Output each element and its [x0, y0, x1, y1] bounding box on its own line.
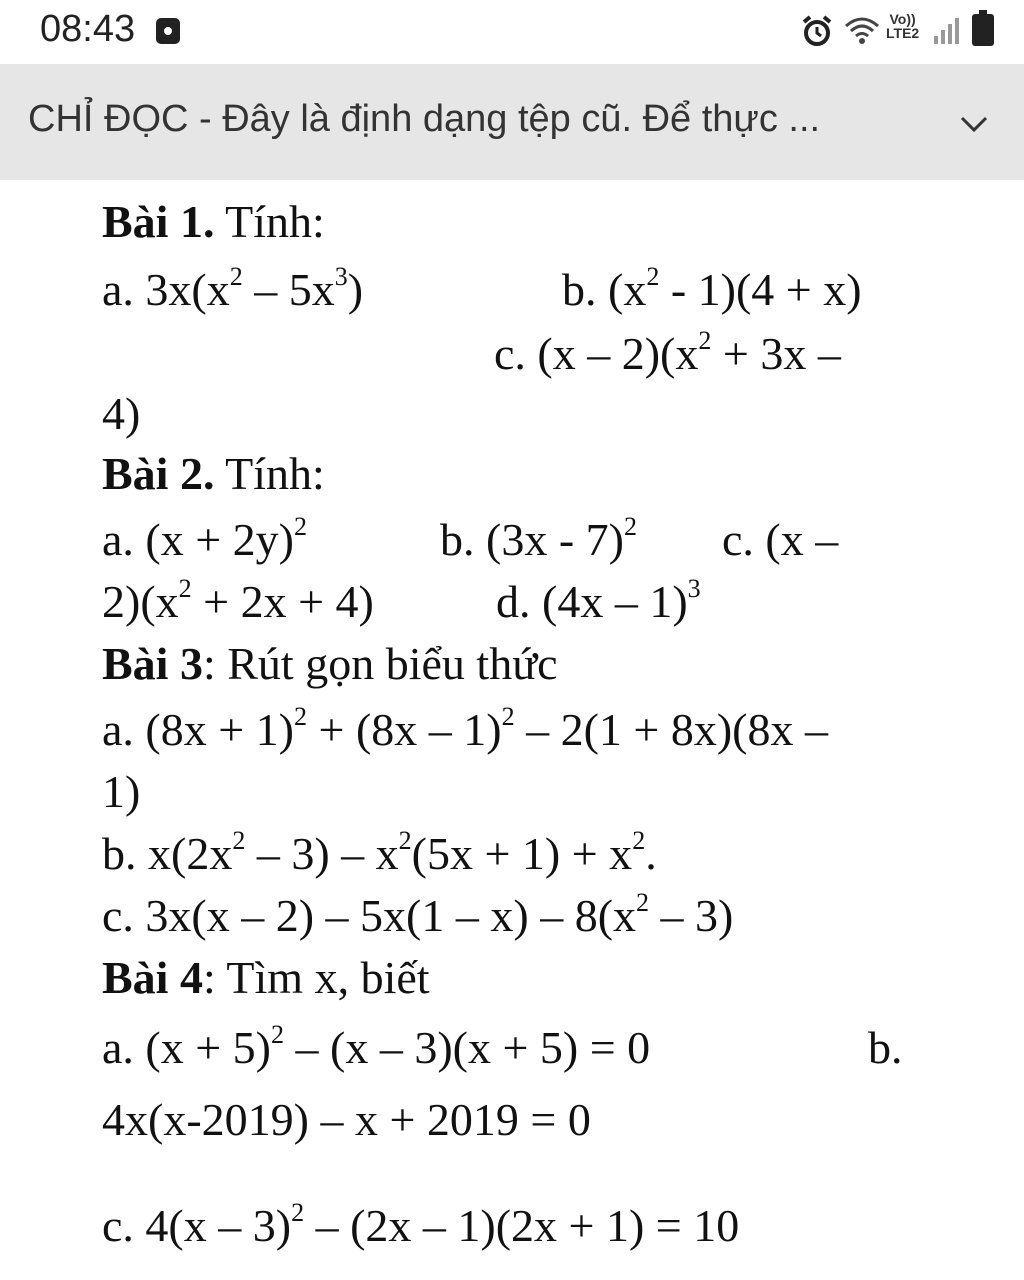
- exercise-1c-continued: 4): [102, 388, 141, 439]
- exercise-4b-continued: 4x(x-2019) – x + 2019 = 0: [102, 1094, 591, 1145]
- read-only-banner[interactable]: [0, 64, 1024, 180]
- banner-text: CHỈ ĐỌC - Đây là định dạng tệp cũ. Để thực ...: [28, 98, 821, 140]
- notification-icon: [156, 18, 180, 44]
- chevron-down-icon[interactable]: [954, 104, 994, 144]
- heading-bai-3: Bài 3: Rút gọn biểu thức: [102, 638, 558, 689]
- exercise-1a: a. $3x(x^2 - 5x^3)$: [102, 262, 364, 315]
- document-body: [0, 180, 1024, 1280]
- exercise-2c-continued: $2)(x^2 + 2x + 4)$: [102, 574, 374, 627]
- exercise-2d: d. (4x – 1)$^3$: [496, 574, 701, 627]
- heading-bai-2: Bài 2. Tính:: [102, 448, 325, 499]
- exercise-2b: b. (3x - 7)$^2$: [440, 512, 637, 565]
- heading-bai-4: Bài 4: Tìm x, biết: [102, 952, 430, 1003]
- network-type-icon: [886, 12, 919, 40]
- exercise-3c: c. $3x(x - 2) - 5x(1 - x) - 8(x^2 - 3)$: [102, 888, 734, 941]
- exercise-4c: c. 4(x – 3)$^2$ – (2x – 1)(2x + 1) = 10: [102, 1198, 740, 1251]
- alarm-icon: [800, 14, 834, 48]
- heading-bai-1: Bài 1. Tính:: [102, 196, 325, 247]
- exercise-2a: a. $(x + 2y)^2$: [102, 512, 307, 565]
- exercise-3a-continued: 1): [102, 766, 141, 817]
- status-time: 08:43: [40, 8, 136, 50]
- volte-label: Vo)): [889, 11, 916, 27]
- exercise-2c: c. (x –: [722, 514, 839, 565]
- status-bar: [0, 0, 1024, 64]
- signal-icon: [932, 16, 962, 46]
- exercise-4b: b.: [868, 1022, 903, 1073]
- exercise-3a: a. $(8x + 1)^2 + (8x - 1)^2 - 2(1 + 8x)(8x$ –: [102, 702, 828, 755]
- exercise-3b: b. $x(2x^2 - 3) - x^2(5x + 1) + x^2$.: [102, 826, 657, 879]
- exercise-1c: c. $(x - 2)(x^2 + 3x$ –: [494, 326, 841, 379]
- exercise-1b: b. $(x^2 - 1)(4 + x)$: [562, 262, 862, 315]
- battery-icon: [972, 14, 994, 46]
- exercise-4a: a. $(x + 5)^2 - (x - 3)(x + 5) = 0$: [102, 1020, 651, 1073]
- wifi-icon: [842, 14, 882, 46]
- lte-label: LTE2: [886, 25, 920, 41]
